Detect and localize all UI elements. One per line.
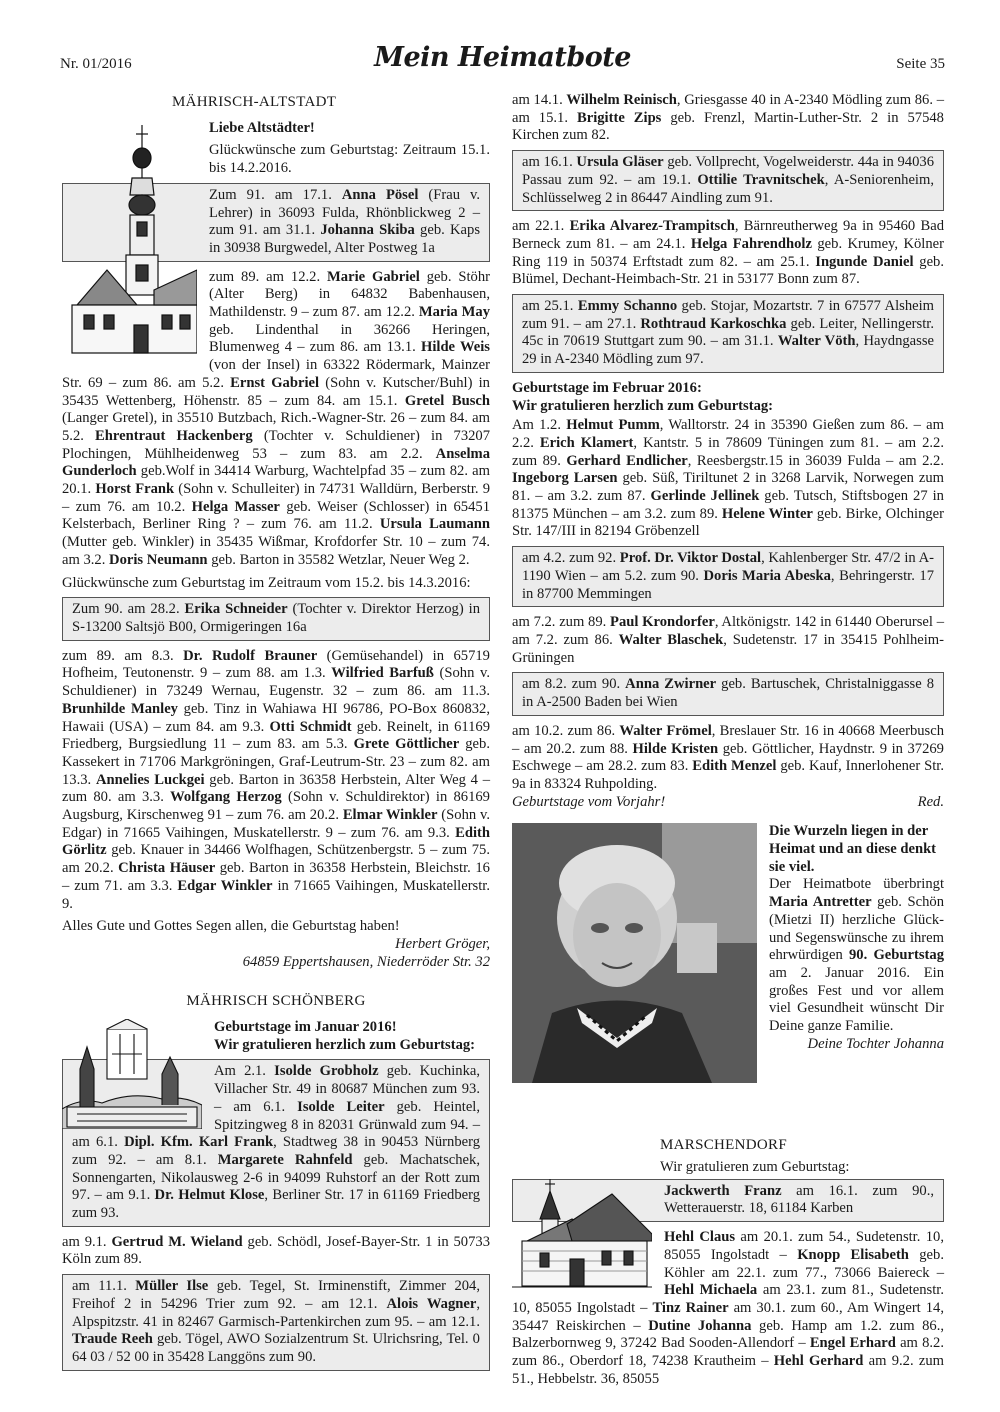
text: , Breslauer Str. 16 in 40668 Meerbusch – am 20.2. zum 88. — [512, 722, 944, 757]
vorjahr-row — [512, 794, 944, 812]
text: am 23.1. zum 81., Sudetenstr. 10, 85055 Ingolstadt – — [512, 1282, 944, 1316]
birthday-name: Brunhilde Manley — [62, 700, 178, 717]
text: (Mutter geb. Winkler) in 35435 Wißmar, Krofdorfer Str. 10 – zum 74. am 3.2. — [62, 534, 490, 568]
birthday-name: Ernst Gabriel — [230, 374, 320, 391]
birthday-name: Anselma Gunderloch — [62, 445, 490, 480]
text: am 8.2. zum 90. — [522, 676, 626, 693]
page-number: Seite 35 — [896, 56, 945, 72]
text: , Bärnreutherweg 9a in 95460 Bad Berneck zum 81. – am 24.1. — [512, 218, 945, 252]
right-list-5 — [512, 723, 944, 794]
text: geb. Krumey, Kölner Ring 119 in 50374 Erftstadt zum 82. – am 25.1. — [512, 235, 944, 270]
right-list-4 — [512, 614, 944, 667]
text: geb. Vollprecht, Vogelweiderstr. 44a in 94036 Passau zum 92. – am 19.1. — [522, 154, 934, 188]
page-header — [60, 40, 945, 90]
text: zum 89. am 12.2. — [209, 268, 328, 285]
birthday-name: Marie Gabriel — [327, 268, 420, 285]
text: geb. Barton in 36358 Herbstein, Alter Weg 4 – zum 80. am 3.3. — [62, 771, 491, 806]
text: geb. Stojar, Mozartstr. 7 in 67577 Alsheim zum 91. – am 27.1. — [522, 298, 934, 332]
text: , Sudetenstr. 17 in 35415 Pohlheim-Grüningen — [512, 631, 944, 666]
birthday-name: Walter Frömel — [619, 722, 712, 739]
right-list-2 — [512, 218, 944, 289]
text: am 11.1. — [72, 1278, 136, 1295]
schoenberg-heading-1: Geburtstage im Januar 2016! — [214, 1019, 397, 1036]
text: (Tochter v. Schuldiener) in 73207 Plochingen, Mühlheidenweg 53 – zum 83. am 2.2. — [62, 427, 491, 462]
text: geb. Hamp am 1.2. zum 86., Balzerbornweg 9, 37242 Bad Sooden-Allendorf – — [512, 1317, 945, 1352]
altstadt-list-2 — [62, 648, 490, 914]
text: am 2. Januar 2016. Ein großes Fest und vor allem viel Gesundheit wünscht Dir Deine ganze Familie. — [769, 964, 944, 1035]
text: geb. Bartuschek, Christalniggasse 8 in A-2500 Baden bei Wien — [522, 676, 934, 711]
birthday-name: Wilfried Barfuß — [331, 665, 434, 682]
text: geb. Lindenthal in 36266 Heringen, Blumenweg 4 – zum 86. am 13.1. — [209, 321, 490, 356]
text: (Frau v. Lehrer) in 36093 Fulda, Rhönblickweg 2 – zum 91. am 31.1. — [209, 186, 481, 239]
town-skyline-illustration — [62, 1019, 202, 1129]
right-list-1 — [512, 92, 944, 145]
text: geb. Kassekert in 71706 Markgröningen, Graf-Leutrum-Str. 23 – zum 82. am 13.3. — [62, 736, 490, 788]
text: geb. Heintel, Spitzingweg 8 in 82031 Grünwald zum 94. – am 6.1. — [72, 1098, 480, 1151]
birthday-name: Anna Pösel — [341, 186, 419, 203]
spacer — [512, 1087, 944, 1135]
text: am 9.1. — [62, 1233, 112, 1250]
text: geb. Blümel, Dechant-Heimbach-Str. 21 in 53177 Bonn zum 87. — [512, 253, 944, 288]
section-title-marschendorf: MARSCHENDORF — [660, 1137, 787, 1154]
birthday-name: Knopp Elisabeth — [797, 1246, 909, 1263]
birthday-name: Hilde Weis — [420, 339, 490, 356]
text: geb. Tutsch, Stiftsbogen 27 in 81375 München – am 3.2. zum 89. — [512, 488, 944, 522]
church-tower-illustration — [62, 120, 197, 355]
text: geb. Schön (Mietzi II) herzliche Glück- und Segenswünsche zu ihrem ehrwürdigen — [769, 894, 944, 964]
birthday-name: Isolde Grobholz — [274, 1063, 379, 1080]
birthday-name: Hehl Michaela — [664, 1282, 758, 1299]
text: (Sohn v. Schuldirektor) in 86169 Augsburg, Kirschenweg 91 – zum 76. am 20.2. — [62, 789, 490, 824]
text: , Walltorstr. 24 in 35390 Gießen zum 86. – am 2.2. — [512, 417, 944, 451]
birthday-name: Dutine Johanna — [648, 1317, 752, 1334]
text: geb. Leiter, Nellingerstr. 45c in 70619 Stuttgart zum 90. – am 31.1. — [522, 315, 934, 350]
vorjahr-note: Geburtstage vom Vorjahr! — [512, 793, 666, 810]
section-title-altstadt: MÄHRISCH-ALTSTADT — [172, 94, 337, 110]
birthday-name: Otti Schmidt — [269, 718, 352, 735]
birthday-name: Edgar Winkler — [177, 877, 273, 894]
birthday-name: Isolde Leiter — [297, 1098, 385, 1115]
text: Am 1.2. — [512, 417, 567, 434]
birthday-name: Horst Frank — [95, 481, 175, 498]
birthday-name: Emmy Schanno — [577, 298, 678, 315]
text: in 71665 Vaihingen, Muskatellerstr. 9. — [62, 877, 490, 912]
text: geb. Machatschek, Sonnengarten, Nikolausweg 2-6 in 94099 Ruhstorf an der Rott zum 97. – am 9.1. — [72, 1151, 480, 1204]
right-column — [512, 92, 944, 1393]
text: am 25.1. — [522, 298, 578, 315]
text: geb. Tinz in Wahiawa HI 96786, PO-Box 860832, Hawaii (USA) – zum 84. am 9.3. — [62, 700, 490, 735]
text: geb. Frenzl, Martin-Luther-Str. 2 in 57548 Kirchen zum 82. — [512, 109, 944, 144]
text: , Griesgasse 40 in A-2340 Mödling zum 86. – am 15.1. — [512, 92, 944, 126]
altstadt-intro-2: Glückwünsche zum Geburtstag im Zeitraum vom 15.2. bis 14.3.2016: — [62, 574, 471, 591]
text: am 9.2. zum 51., Hebbelstr. 36, 85055 — [512, 1353, 944, 1387]
text: , Behringerstr. 17 in 87700 Memmingen — [522, 567, 934, 602]
birthday-name: Helmut Pumm — [566, 417, 660, 434]
text: Der Heimatbote überbringt — [769, 876, 944, 893]
altstadt-greeting: Liebe Altstädter! — [209, 119, 315, 136]
birthday-name: Anna Zwirner — [625, 676, 717, 693]
birthday-name: Christa Häuser — [118, 860, 216, 877]
birthday-name: Wolfgang Herzog — [170, 789, 282, 806]
text: , Alpspitzstr. 41 in 82467 Garmisch-Partenkirchen zum 95. – am 12.1. — [72, 1295, 480, 1330]
text: , Berliner Str. 17 in 61169 Friedberg zum 93. — [72, 1187, 481, 1222]
right-box-4 — [512, 672, 944, 715]
text: am 22.1. — [512, 218, 570, 235]
text: geb.Wolf in 34414 Warburg, Wachtelpfad 35 – zum 82. am 20.1. — [62, 463, 490, 498]
text: Zum 90. am 28.2. — [72, 601, 185, 618]
birthday-name: Paul Krondorfer — [610, 614, 715, 631]
altstadt-intro: Glückwünsche zum Geburtstag: Zeitraum 15.1. bis 14.2.2016. — [209, 142, 490, 177]
text: am 10.2. zum 86. — [512, 722, 620, 739]
text: geb. Tegel, St. Irminenstift, Zimmer 204, Freihof 2 in 54296 Trier zum 92. – am 12.1. — [72, 1278, 480, 1312]
birthday-name: Erich Klamert — [539, 434, 634, 451]
birthday-name: Hilde Kristen — [632, 740, 719, 757]
text: geb. Stöhr (Alter Berg) in 64832 Babenhausen, Mathildenstr. 9 – zum 87. am 12.2. — [209, 268, 490, 321]
text: am 20.1. zum 54., Sudetenstr. 10, 85055 Ingolstadt – — [664, 1229, 944, 1263]
wooden-church-illustration — [512, 1179, 652, 1294]
text: geb. Göttlicher, Haydnstr. 9 in 37269 Eschwege – am 28.2. zum 83. — [512, 740, 944, 775]
february-heading-2: Wir gratulieren herzlich zum Geburtstag: — [512, 397, 774, 414]
birthday-name: Hehl Claus — [664, 1229, 736, 1246]
birthday-name: Ottilie Travnitschek — [697, 171, 825, 188]
birthday-name: Elmar Winkler — [342, 807, 438, 824]
text: (Gemüsehandel) in 65719 Hofheim, Teutonenstr. 9 – zum 88. am 1.3. — [62, 647, 490, 682]
text: am 8.2. zum 86., Oberdorf 18, 74238 Krautheim – — [512, 1335, 944, 1370]
text: am 4.2. zum 92. — [522, 550, 620, 567]
text: zum 89. am 8.3. — [62, 647, 184, 664]
birthday-name: Erika Schneider — [184, 601, 288, 618]
text: am 16.1. zum 90., Wetterauerstr. 18, 61184 Karben — [664, 1182, 934, 1217]
text: , Stadtweg 38 in 90453 Nürnberg zum 92. – am 8.1. — [72, 1134, 480, 1168]
birthday-name: Traude Reeh — [72, 1331, 153, 1348]
text: (Tochter v. Direktor Herzog) in S-13200 Saltsjö B00, Ormigeringen 16a — [72, 601, 480, 635]
birthday-name: Ingunde Daniel — [815, 253, 914, 270]
birthday-name: 90. Geburtstag — [848, 947, 944, 964]
text: am 16.1. — [522, 154, 577, 171]
text: (Sohn v. Schuldiener) in 73249 Wernau, Eugenstr. 32 – zum 86. am 11.3. — [62, 665, 490, 700]
text: geb. Birke, Olchinger Str. 147/III in 82194 Gröbenzell — [512, 505, 945, 540]
birthday-name: Maria May — [418, 304, 490, 321]
birthday-name: Brigitte Zips — [576, 109, 662, 126]
text: geb. Weiser (Schlosser) in 65451 Kelsterbach, Berliner Ring ? – zum 76. am 11.2. — [62, 498, 490, 533]
birthday-name: Walter Blaschek — [618, 631, 724, 648]
birthday-name: Gerlinde Jellinek — [650, 488, 760, 505]
text: (Sohn v. Kutscher/Buhl) in 35435 Wettenberg, Höhenstr. 85 – zum 84. am 15.1. — [62, 374, 490, 409]
birthday-name: Helene Winter — [721, 505, 813, 522]
editor-mark: Red. — [917, 793, 944, 810]
text: geb. Kauf, Innerlohener Str. 9a in 83324 Ruhpolding. — [512, 758, 944, 792]
schoenberg-list-1 — [62, 1234, 490, 1269]
birthday-name: Jackwerth Franz — [664, 1182, 782, 1199]
birthday-name: Edith Menzel — [692, 758, 777, 775]
birthday-name: Erika Alvarez-Trampitsch — [569, 218, 735, 235]
masthead-title: Mein Heimatbote — [374, 42, 631, 73]
birthday-name: Hehl Gerhard — [773, 1353, 864, 1370]
right-box-2 — [512, 294, 944, 373]
birthday-name: Johanna Skiba — [320, 222, 415, 239]
birthday-name: Dr. Helmut Klose — [154, 1187, 265, 1204]
birthday-name: Walter Vöth — [777, 333, 856, 350]
right-box-1 — [512, 150, 944, 211]
text: geb. Barton in 35582 Wetzlar, Neuer Weg 2. — [207, 551, 470, 568]
birthday-name: Grete Göttlicher — [353, 736, 460, 753]
town-skyline-icon — [62, 1019, 202, 1129]
birthday-name: Edith Görlitz — [62, 824, 490, 859]
birthday-name: Dr. Rudolf Brauner — [183, 647, 318, 664]
right-list-3 — [512, 417, 944, 541]
birthday-name: Gretel Busch — [404, 392, 490, 409]
birthday-name: Alois Wagner — [386, 1295, 477, 1312]
text: geb. Tögel, AWO Sozialzentrum St. Ulrichsring, Tel. 0 64 03 / 52 00 in 35428 Langgöns zum 90. — [72, 1331, 480, 1365]
text: , Haydngasse 29 in A-2340 Mödling zum 97. — [522, 333, 934, 368]
section-title-schoenberg: MÄHRISCH SCHÖNBERG — [186, 993, 366, 1010]
birthday-name: Müller Ilse — [135, 1278, 209, 1295]
portrait-signature: Deine Tochter Johanna — [807, 1035, 944, 1052]
text: am 7.2. zum 89. — [512, 614, 611, 631]
text: , Reesbergstr.15 in 36039 Fulda – am 2.2. — [687, 452, 944, 469]
portrait-icon — [512, 823, 757, 1083]
text: geb. Knauer in 34466 Wolfhagen, Schützenbergstr. 5 – zum 75. am 20.2. — [62, 842, 490, 877]
birthday-name: Engel Erhard — [809, 1335, 896, 1352]
birthday-name: Dipl. Kfm. Karl Frank — [124, 1134, 274, 1151]
text: Zum 91. am 17.1. — [209, 186, 342, 203]
birthday-name: Helga Masser — [191, 498, 280, 515]
text: (Sohn v. Edgar) in 71665 Vaihingen, Muskatellerstr. 9 – zum 76. am 9.3. — [62, 807, 491, 841]
birthday-name: Ursula Gläser — [576, 154, 664, 171]
text: , Kantstr. 5 in 78609 Tüningen zum 81. – am 2.2. zum 89. — [512, 434, 944, 469]
text: am 14.1. — [512, 92, 567, 108]
birthday-name: Wilhelm Reinisch — [566, 92, 677, 108]
altstadt-box-2 — [62, 597, 490, 640]
birthday-name: Rothtraud Karkoschka — [640, 315, 787, 332]
marschendorf-intro: Wir gratulieren zum Geburtstag: — [660, 1159, 850, 1176]
february-heading-1: Geburtstage im Februar 2016: — [512, 379, 702, 396]
schoenberg-heading-2: Wir gratulieren herzlich zum Geburtstag: — [214, 1036, 476, 1053]
text: (Langer Gretel), in 35510 Butzbach, Rich.-Wagner-Str. 26 – zum 84. am 5.2. — [62, 410, 490, 444]
birthday-name: Ursula Laumann — [379, 516, 490, 533]
portrait-photo — [512, 823, 757, 1083]
birthday-name: Gertrud M. Wieland — [111, 1233, 243, 1250]
birthday-name: Doris Neumann — [109, 551, 208, 568]
text: geb. Süß, Tiriltunet 2 in 3268 Larvik, Norwegen zum 81. – am 3.2. zum 87. — [512, 470, 944, 505]
altstadt-signature-address: 64859 Eppertshausen, Niederröder Str. 32 — [242, 953, 490, 970]
birthday-name: Tinz Rainer — [652, 1299, 729, 1316]
text: geb. Kaps in 30938 Burgwedel, Alter Postweg 1a — [209, 222, 480, 256]
text: geb. Kuchinka, Villacher Str. 49 in 80687 München zum 93. – am 6.1. — [214, 1063, 480, 1115]
text: am 30.1. zum 60., Am Wingert 14, 35447 Reiskirchen – — [512, 1299, 944, 1334]
text: geb. Barton in 36358 Herbstein, Bleichstr. 16 – zum 71. am 3.3. — [62, 860, 490, 894]
schoenberg-box-2 — [62, 1274, 490, 1371]
text: Am 2.1. — [214, 1063, 275, 1080]
text: (von der Insel) in 63322 Rödermark, Mainzer Str. 69 – zum 86. am 5.2. — [62, 357, 490, 391]
wooden-church-icon — [512, 1179, 652, 1294]
text: , Kahlenberger Str. 47/2 in A-1190 Wien – am 5.2. zum 90. — [522, 550, 934, 584]
altstadt-signature-name: Herbert Gröger, — [395, 935, 490, 952]
altstadt-closing: Alles Gute und Gottes Segen allen, die Geburtstag haben! — [62, 918, 400, 935]
text: , Altkönigstr. 142 in 61440 Oberursel – am 7.2. zum 86. — [512, 614, 944, 648]
text: geb. Schödl, Josef-Bayer-Str. 1 in 50733 Köln zum 89. — [62, 1233, 490, 1268]
birthday-name: Annelies Luckgei — [95, 771, 205, 788]
text: , A-Seniorenheim, Schlüsselweg 2 in 86447 Aindling zum 91. — [522, 171, 934, 206]
birthday-name: Margarete Rahnfeld — [217, 1151, 353, 1168]
birthday-name: Ingeborg Larsen — [512, 470, 618, 487]
birthday-name: Ehrentraut Hackenberg — [95, 427, 253, 444]
right-box-3 — [512, 546, 944, 607]
birthday-name: Doris Maria Abeska — [703, 567, 831, 584]
birthday-name: Helga Fahrendholz — [690, 235, 812, 252]
issue-number: Nr. 01/2016 — [60, 56, 132, 72]
portrait-heading: Die Wurzeln liegen in der Heimat und an diese denkt sie viel. — [769, 823, 937, 875]
left-column — [62, 92, 490, 1378]
birthday-name: Maria Antretter — [769, 894, 872, 911]
text: geb. Reinelt, in 61169 Friedberg, Burgsiedlung 11 – zum 83. am 5.3. — [62, 718, 491, 753]
birthday-name: Prof. Dr. Viktor Dostal — [619, 550, 762, 567]
text: geb. Köhler am 22.1. zum 77., 73066 Baiereck – — [664, 1246, 944, 1281]
text: (Sohn v. Schulleiter) in 74731 Walldürn, Berberstr. 9 – zum 76. am 10.2. — [62, 481, 490, 515]
church-tower-icon — [62, 120, 197, 355]
birthday-name: Gerhard Endlicher — [566, 452, 688, 469]
